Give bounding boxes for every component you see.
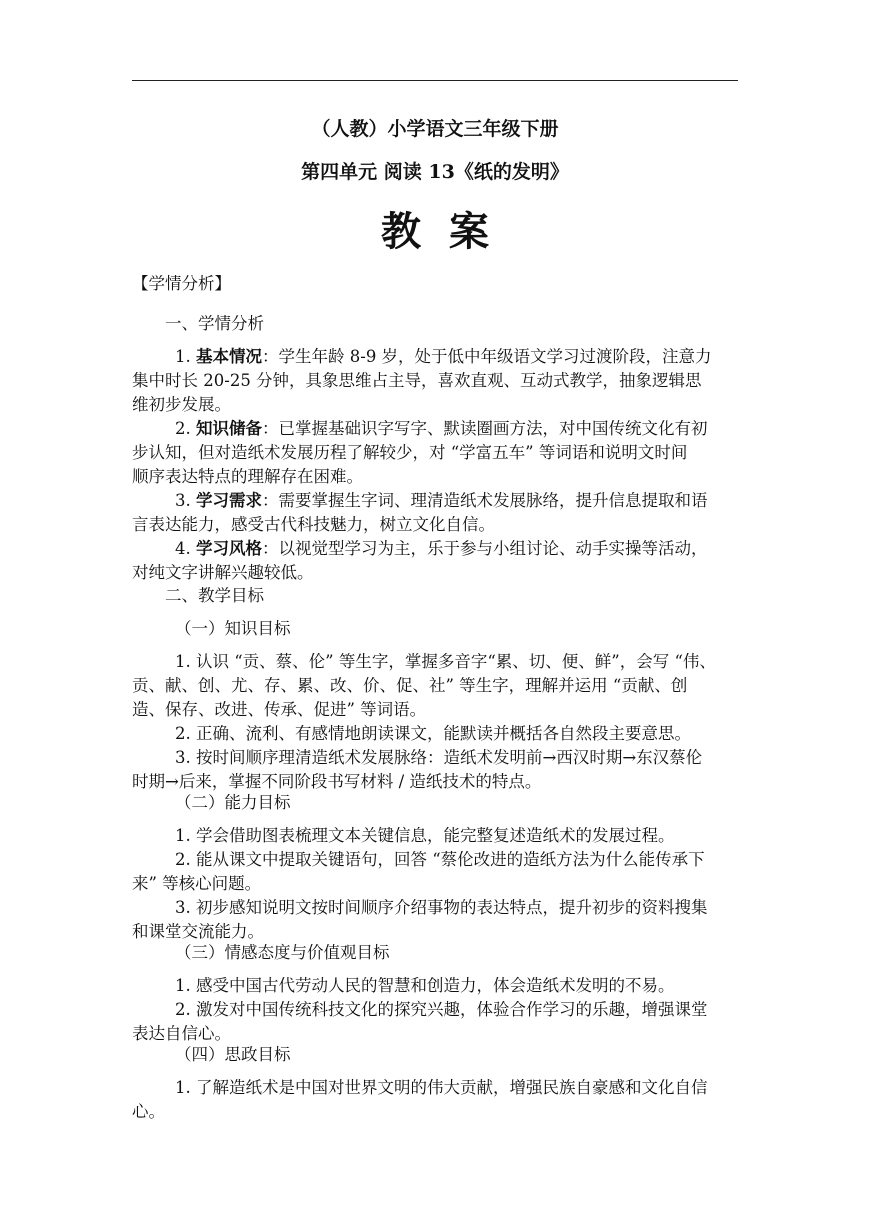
emotion-goal-2-line-1: 2. 激发对中国传统科技文化的探究兴趣，体验合作学习的乐趣，增强课堂: [175, 1000, 708, 1019]
section-heading-analysis: 【学情分析】: [132, 274, 231, 293]
knowledge-goal-1-line-2: 贡、献、创、尤、存、累、改、价、促、社” 等生字，理解并运用 “贡献、创: [132, 676, 688, 695]
item-number: 1.: [175, 347, 196, 366]
paragraph-basic-line-2: 集中时长 20-25 分钟，具象思维占主导，喜欢直观、互动式教学，抽象逻辑思: [132, 371, 702, 390]
heading-goals: 二、教学目标: [165, 586, 264, 605]
ideology-goal-1-line-1: 1. 了解造纸术是中国对世界文明的伟大贡献，增强民族自豪感和文化自信: [175, 1078, 708, 1097]
paragraph-basic-line-3: 维初步发展。: [132, 395, 231, 414]
emotion-goal-1: 1. 感受中国古代劳动人民的智慧和创造力，体会造纸术发明的不易。: [175, 976, 675, 995]
paragraph-style-line-2: 对纯文字讲解兴趣较低。: [132, 563, 314, 582]
emotion-goal-2-line-2: 表达自信心。: [132, 1024, 231, 1043]
ability-goal-2-line-2: 来” 等核心问题。: [132, 874, 262, 893]
paragraph-knowledge-line-3: 顺序表达特点的理解存在困难。: [132, 467, 363, 486]
item-label: 基本情况: [196, 347, 262, 366]
paragraph-knowledge-line-1: [175, 417, 708, 441]
subheading-ability-goals: （二）能力目标: [175, 793, 291, 812]
knowledge-goal-3-line-2: 时期→后来，掌握不同阶段书写材料 / 造纸技术的特点。: [132, 772, 542, 791]
item-number: 2.: [175, 419, 196, 438]
publisher-title: （人教）小学语文三年级下册: [311, 118, 559, 140]
ability-goal-3-line-2: 和课堂交流能力。: [132, 922, 264, 941]
header-rule: [132, 80, 738, 81]
knowledge-goal-3-line-1: 3. 按时间顺序理清造纸术发展脉络：造纸术发明前→西汉时期→东汉蔡伦: [175, 748, 703, 767]
paragraph-needs-line-2: 言表达能力，感受古代科技魅力，树立文化自信。: [132, 515, 495, 534]
subheading-emotion-goals: （三）情感态度与价值观目标: [175, 943, 390, 962]
heading-analysis: 一、学情分析: [165, 314, 264, 333]
paragraph-needs-line-1: [175, 489, 708, 513]
knowledge-goal-1-line-1: 1. 认识 “贡、蔡、伦” 等生字，掌握多音字“累、切、便、鲜”，会写 “伟、: [175, 652, 716, 671]
item-text: ：需要掌握生字词、理清造纸术发展脉络，提升信息提取和语: [262, 491, 708, 510]
item-label: 学习需求: [196, 491, 262, 510]
paragraph-basic-line-1: [175, 345, 712, 369]
item-text: ：已掌握基础识字写字、默读圈画方法，对中国传统文化有初: [262, 419, 708, 438]
subheading-knowledge-goals: （一）知识目标: [175, 619, 291, 638]
ability-goal-2-line-1: 2. 能从课文中提取关键语句，回答 “蔡伦改进的造纸方法为什么能传承下: [175, 850, 705, 869]
knowledge-goal-1-line-3: 造、保存、改进、传承、促进” 等词语。: [132, 700, 427, 719]
unit-title: 第四单元 阅读 13《纸的发明》: [301, 161, 569, 183]
paragraph-style-line-1: [175, 537, 708, 561]
main-title: 教案: [381, 208, 517, 255]
paragraph-knowledge-line-2: 步认知，但对造纸术发展历程了解较少，对 “学富五车” 等词语和说明文时间: [132, 443, 688, 462]
subheading-ideology-goals: （四）思政目标: [175, 1045, 291, 1064]
item-label: 知识储备: [196, 419, 262, 438]
item-number: 4.: [175, 539, 196, 558]
item-label: 学习风格: [196, 539, 262, 558]
item-number: 3.: [175, 491, 196, 510]
item-text: ：学生年龄 8-9 岁，处于低中年级语文学习过渡阶段，注意力: [262, 347, 712, 366]
ideology-goal-1-line-2: 心。: [132, 1102, 165, 1121]
ability-goal-1: 1. 学会借助图表梳理文本关键信息，能完整复述造纸术的发展过程。: [175, 826, 675, 845]
knowledge-goal-2: 2. 正确、流利、有感情地朗读课文，能默读并概括各自然段主要意思。: [175, 724, 691, 743]
ability-goal-3-line-1: 3. 初步感知说明文按时间顺序介绍事物的表达特点，提升初步的资料搜集: [175, 898, 708, 917]
item-text: ：以视觉型学习为主，乐于参与小组讨论、动手实操等活动，: [262, 539, 708, 558]
